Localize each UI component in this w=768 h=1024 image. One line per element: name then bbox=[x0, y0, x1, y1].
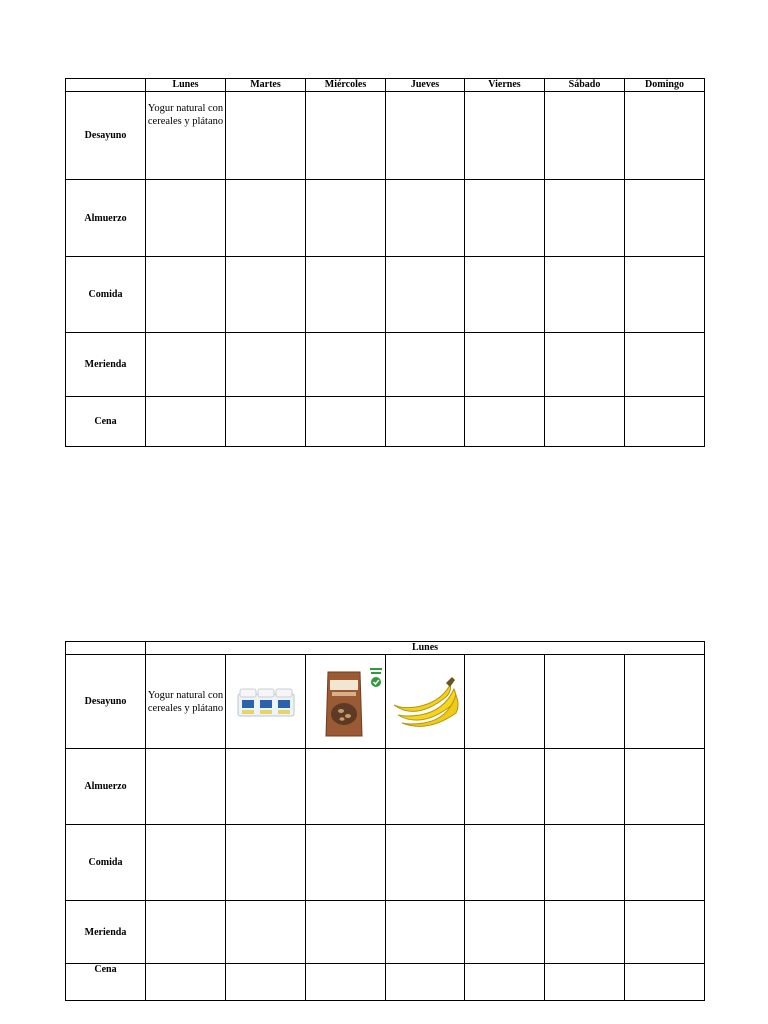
weekly-meal-table bbox=[65, 78, 705, 447]
meal-cell[interactable] bbox=[306, 397, 386, 447]
meal-cell[interactable] bbox=[465, 825, 545, 901]
meal-cell[interactable] bbox=[146, 901, 226, 964]
meal-cell[interactable] bbox=[226, 655, 306, 749]
meal-cell[interactable] bbox=[465, 964, 545, 1001]
meal-label: Cena bbox=[66, 964, 146, 1001]
meal-cell[interactable] bbox=[386, 257, 465, 333]
meal-cell[interactable] bbox=[545, 397, 625, 447]
day-header: Jueves bbox=[386, 79, 465, 92]
meal-cell[interactable] bbox=[625, 333, 705, 397]
meal-cell[interactable] bbox=[545, 180, 625, 257]
meal-cell[interactable] bbox=[306, 333, 386, 397]
meal-cell[interactable] bbox=[306, 825, 386, 901]
meal-cell[interactable] bbox=[386, 901, 465, 964]
yogurt-pack-image bbox=[236, 680, 296, 724]
meal-cell[interactable] bbox=[306, 964, 386, 1001]
meal-cell[interactable] bbox=[545, 964, 625, 1001]
meal-cell[interactable] bbox=[386, 180, 465, 257]
meal-cell[interactable] bbox=[306, 92, 386, 180]
meal-label: Desayuno bbox=[66, 92, 146, 180]
table-row bbox=[66, 964, 705, 1001]
meal-cell[interactable] bbox=[625, 749, 705, 825]
day-header: Lunes bbox=[146, 79, 226, 92]
meal-cell[interactable] bbox=[625, 257, 705, 333]
meal-cell[interactable] bbox=[306, 257, 386, 333]
meal-cell[interactable] bbox=[226, 397, 306, 447]
day-header: Lunes bbox=[146, 642, 705, 655]
meal-cell[interactable] bbox=[545, 257, 625, 333]
meal-label: Almuerzo bbox=[66, 180, 146, 257]
meal-cell[interactable] bbox=[226, 749, 306, 825]
daily-meal-table bbox=[65, 641, 705, 1001]
day-header: Viernes bbox=[465, 79, 545, 92]
meal-cell[interactable] bbox=[625, 901, 705, 964]
meal-label: Almuerzo bbox=[66, 749, 146, 825]
header-row bbox=[66, 642, 705, 655]
meal-cell[interactable] bbox=[306, 901, 386, 964]
table-row bbox=[66, 901, 705, 964]
meal-label: Merienda bbox=[66, 901, 146, 964]
meal-cell[interactable] bbox=[226, 180, 306, 257]
meal-cell[interactable] bbox=[146, 964, 226, 1001]
day-header: Miércoles bbox=[306, 79, 386, 92]
header-row bbox=[66, 79, 705, 92]
meal-cell[interactable] bbox=[386, 964, 465, 1001]
meal-cell[interactable] bbox=[465, 92, 545, 180]
banana-bunch-image bbox=[388, 673, 462, 731]
meal-cell[interactable] bbox=[465, 901, 545, 964]
meal-label: Desayuno bbox=[66, 655, 146, 749]
meal-cell[interactable] bbox=[545, 749, 625, 825]
meal-cell[interactable] bbox=[386, 655, 465, 749]
meal-cell[interactable] bbox=[226, 825, 306, 901]
meal-cell[interactable] bbox=[545, 92, 625, 180]
meal-cell[interactable]: Yogur natural con cereales y plátano bbox=[146, 655, 226, 749]
day-header: Domingo bbox=[625, 79, 705, 92]
meal-cell[interactable] bbox=[625, 825, 705, 901]
meal-cell[interactable] bbox=[545, 333, 625, 397]
table-row bbox=[66, 749, 705, 825]
meal-cell[interactable] bbox=[386, 825, 465, 901]
table-row bbox=[66, 825, 705, 901]
cereal-bag-image bbox=[308, 664, 384, 740]
meal-cell[interactable] bbox=[306, 655, 386, 749]
meal-cell[interactable] bbox=[545, 825, 625, 901]
meal-cell[interactable] bbox=[386, 92, 465, 180]
meal-cell[interactable] bbox=[625, 655, 705, 749]
meal-cell[interactable] bbox=[226, 964, 306, 1001]
table-row bbox=[66, 397, 705, 447]
table-row bbox=[66, 333, 705, 397]
meal-label: Cena bbox=[66, 397, 146, 447]
meal-cell[interactable] bbox=[465, 333, 545, 397]
meal-cell[interactable] bbox=[386, 749, 465, 825]
meal-cell[interactable] bbox=[146, 333, 226, 397]
meal-label: Comida bbox=[66, 257, 146, 333]
meal-cell[interactable] bbox=[386, 333, 465, 397]
meal-cell[interactable] bbox=[146, 749, 226, 825]
table-row bbox=[66, 92, 705, 180]
meal-cell[interactable] bbox=[146, 257, 226, 333]
meal-cell[interactable]: Yogur natural con cereales y plátano bbox=[146, 92, 226, 180]
day-header: Martes bbox=[226, 79, 306, 92]
meal-cell[interactable] bbox=[545, 901, 625, 964]
meal-cell[interactable] bbox=[625, 964, 705, 1001]
meal-cell[interactable] bbox=[625, 180, 705, 257]
corner-cell bbox=[66, 642, 146, 655]
meal-cell[interactable] bbox=[226, 901, 306, 964]
meal-cell[interactable] bbox=[545, 655, 625, 749]
meal-cell[interactable] bbox=[625, 397, 705, 447]
meal-cell[interactable] bbox=[465, 397, 545, 447]
table-row bbox=[66, 655, 705, 749]
meal-cell[interactable] bbox=[226, 333, 306, 397]
corner-cell bbox=[66, 79, 146, 92]
table-row bbox=[66, 257, 705, 333]
day-header: Sábado bbox=[545, 79, 625, 92]
meal-label: Comida bbox=[66, 825, 146, 901]
meal-cell[interactable] bbox=[226, 257, 306, 333]
meal-cell[interactable] bbox=[146, 397, 226, 447]
meal-cell[interactable] bbox=[306, 180, 386, 257]
meal-cell[interactable] bbox=[226, 92, 306, 180]
meal-label: Merienda bbox=[66, 333, 146, 397]
meal-cell[interactable] bbox=[306, 749, 386, 825]
meal-cell[interactable] bbox=[465, 749, 545, 825]
meal-cell[interactable] bbox=[465, 655, 545, 749]
meal-cell[interactable] bbox=[146, 825, 226, 901]
meal-cell[interactable] bbox=[146, 180, 226, 257]
meal-cell[interactable] bbox=[465, 180, 545, 257]
table-row bbox=[66, 180, 705, 257]
meal-cell[interactable] bbox=[386, 397, 465, 447]
meal-cell[interactable] bbox=[465, 257, 545, 333]
meal-cell[interactable] bbox=[625, 92, 705, 180]
